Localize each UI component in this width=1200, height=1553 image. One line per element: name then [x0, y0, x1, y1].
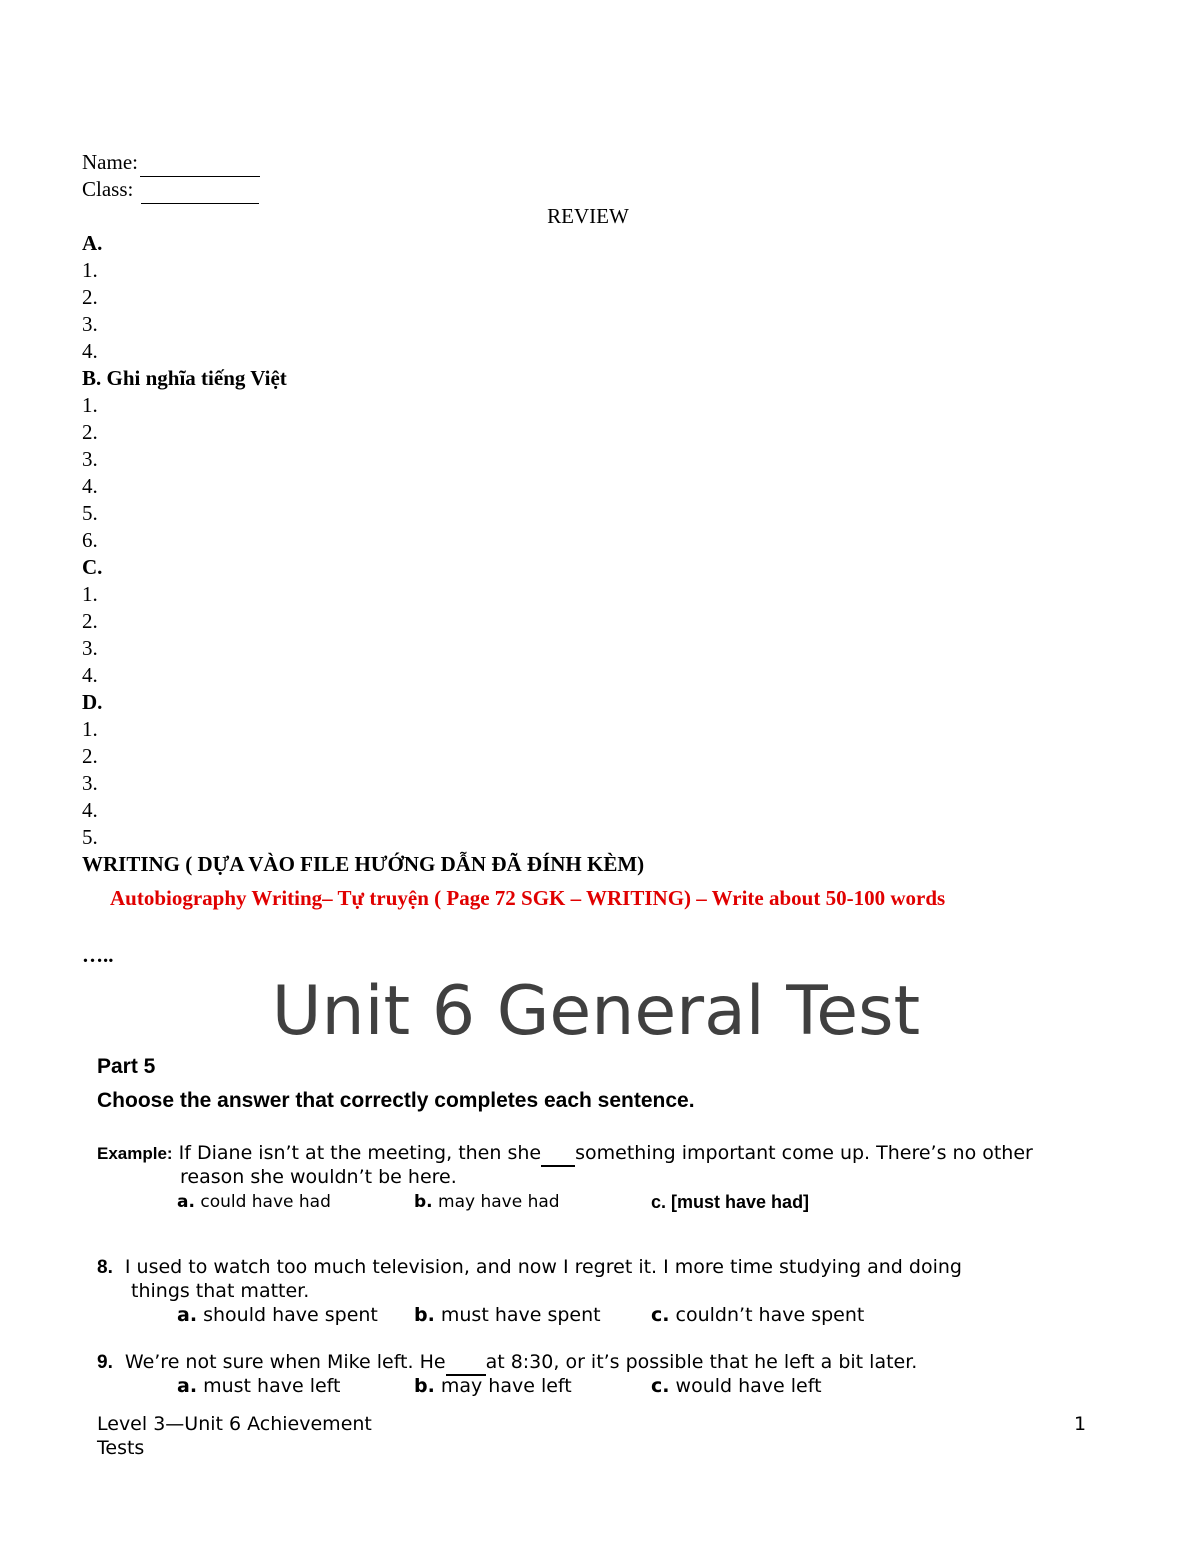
- section-b-item: 1.: [82, 393, 98, 417]
- page-number: 1: [1074, 1413, 1087, 1435]
- option-text: couldn’t have spent: [675, 1304, 865, 1326]
- option-letter: a.: [177, 1375, 198, 1397]
- section-d-label: D.: [82, 690, 103, 714]
- example-option-c: [651, 1190, 809, 1214]
- question-number: 9.: [97, 1352, 113, 1373]
- question-9-line-1: [97, 1350, 917, 1376]
- option-letter: b.: [414, 1304, 435, 1326]
- section-a-item: 1.: [82, 258, 98, 282]
- section-a-item: 4.: [82, 339, 98, 363]
- section-c-label: C.: [82, 555, 103, 579]
- section-d-item: 4.: [82, 798, 98, 822]
- question-9-option-a[interactable]: [177, 1374, 340, 1398]
- question-text-after: at 8:30, or it’s possible that he left a bit later.: [485, 1351, 918, 1373]
- section-b-item: 4.: [82, 474, 98, 498]
- name-blank[interactable]: [140, 149, 260, 177]
- footer-line-2: Tests: [97, 1437, 145, 1459]
- option-letter: c.: [651, 1192, 667, 1212]
- class-blank[interactable]: [141, 176, 259, 204]
- question-9-blank[interactable]: [446, 1350, 486, 1376]
- section-d-item: 3.: [82, 771, 98, 795]
- question-8-line-1: [97, 1255, 962, 1280]
- section-d-item: 1.: [82, 717, 98, 741]
- section-b-item: 2.: [82, 420, 98, 444]
- review-title: REVIEW: [547, 204, 629, 228]
- option-text: must have left: [203, 1375, 341, 1397]
- section-b-item: 3.: [82, 447, 98, 471]
- question-8-line-2: things that matter.: [131, 1280, 310, 1302]
- section-b-item: 6.: [82, 528, 98, 552]
- writing-instruction: Autobiography Writing– Tự truyện ( Page 72 SGK – WRITING) – Write about 50-100 words: [110, 886, 946, 910]
- option-text: would have left: [675, 1375, 822, 1397]
- example-option-b: [414, 1190, 560, 1214]
- section-b-item: 5.: [82, 501, 98, 525]
- section-a-item: 2.: [82, 285, 98, 309]
- question-8-option-c[interactable]: [651, 1303, 864, 1327]
- section-d-item: 2.: [82, 744, 98, 768]
- option-letter: b.: [414, 1375, 435, 1397]
- question-text-before: We’re not sure when Mike left. He: [124, 1351, 446, 1373]
- example-text-after: something important come up. There’s no other: [575, 1142, 1033, 1164]
- section-a-label: A.: [82, 231, 103, 255]
- writing-ellipsis: …..: [82, 943, 114, 967]
- section-c-item: 4.: [82, 663, 98, 687]
- section-c-item: 3.: [82, 636, 98, 660]
- option-letter: a.: [177, 1304, 198, 1326]
- option-letter: a.: [177, 1192, 195, 1212]
- section-c-item: 2.: [82, 609, 98, 633]
- question-number: 8.: [97, 1257, 113, 1278]
- option-text: may have had: [438, 1192, 560, 1212]
- example-text-before: If Diane isn’t at the meeting, then she: [178, 1142, 542, 1164]
- section-c-item: 1.: [82, 582, 98, 606]
- question-8-option-a[interactable]: [177, 1303, 378, 1327]
- example-line-1: [97, 1141, 1033, 1167]
- directions: Choose the answer that correctly completes each sentence.: [97, 1089, 695, 1112]
- option-text: must have spent: [440, 1304, 601, 1326]
- option-text: should have spent: [203, 1304, 378, 1326]
- option-text: could have had: [200, 1192, 331, 1212]
- unit-test-title: Unit 6 General Test: [271, 972, 921, 1051]
- option-letter: c.: [651, 1304, 670, 1326]
- option-text: may have left: [440, 1375, 572, 1397]
- question-9-option-c[interactable]: [651, 1374, 822, 1398]
- name-line: [82, 149, 260, 177]
- example-blank: [541, 1141, 575, 1167]
- option-text: [must have had]: [671, 1192, 810, 1212]
- question-text: I used to watch too much television, and now I regret it. I more time studying and doing: [124, 1256, 962, 1278]
- option-letter: b.: [414, 1192, 433, 1212]
- option-letter: c.: [651, 1375, 670, 1397]
- name-label: Name:: [82, 150, 138, 174]
- question-9-option-b[interactable]: [414, 1374, 572, 1398]
- footer-line-1: Level 3—Unit 6 Achievement: [97, 1413, 372, 1435]
- question-8-option-b[interactable]: [414, 1303, 601, 1327]
- part-heading: Part 5: [97, 1055, 156, 1078]
- section-b-label: B. Ghi nghĩa tiếng Việt: [82, 366, 287, 390]
- example-option-a: [177, 1190, 331, 1214]
- example-text-line2: reason she wouldn’t be here.: [180, 1166, 457, 1188]
- class-label: Class:: [82, 177, 134, 201]
- example-label: Example:: [97, 1144, 173, 1163]
- section-a-item: 3.: [82, 312, 98, 336]
- writing-heading: WRITING ( DỰA VÀO FILE HƯỚNG DẪN ĐÃ ĐÍNH KÈM): [82, 852, 645, 876]
- class-line: [82, 176, 259, 204]
- section-d-item: 5.: [82, 825, 98, 849]
